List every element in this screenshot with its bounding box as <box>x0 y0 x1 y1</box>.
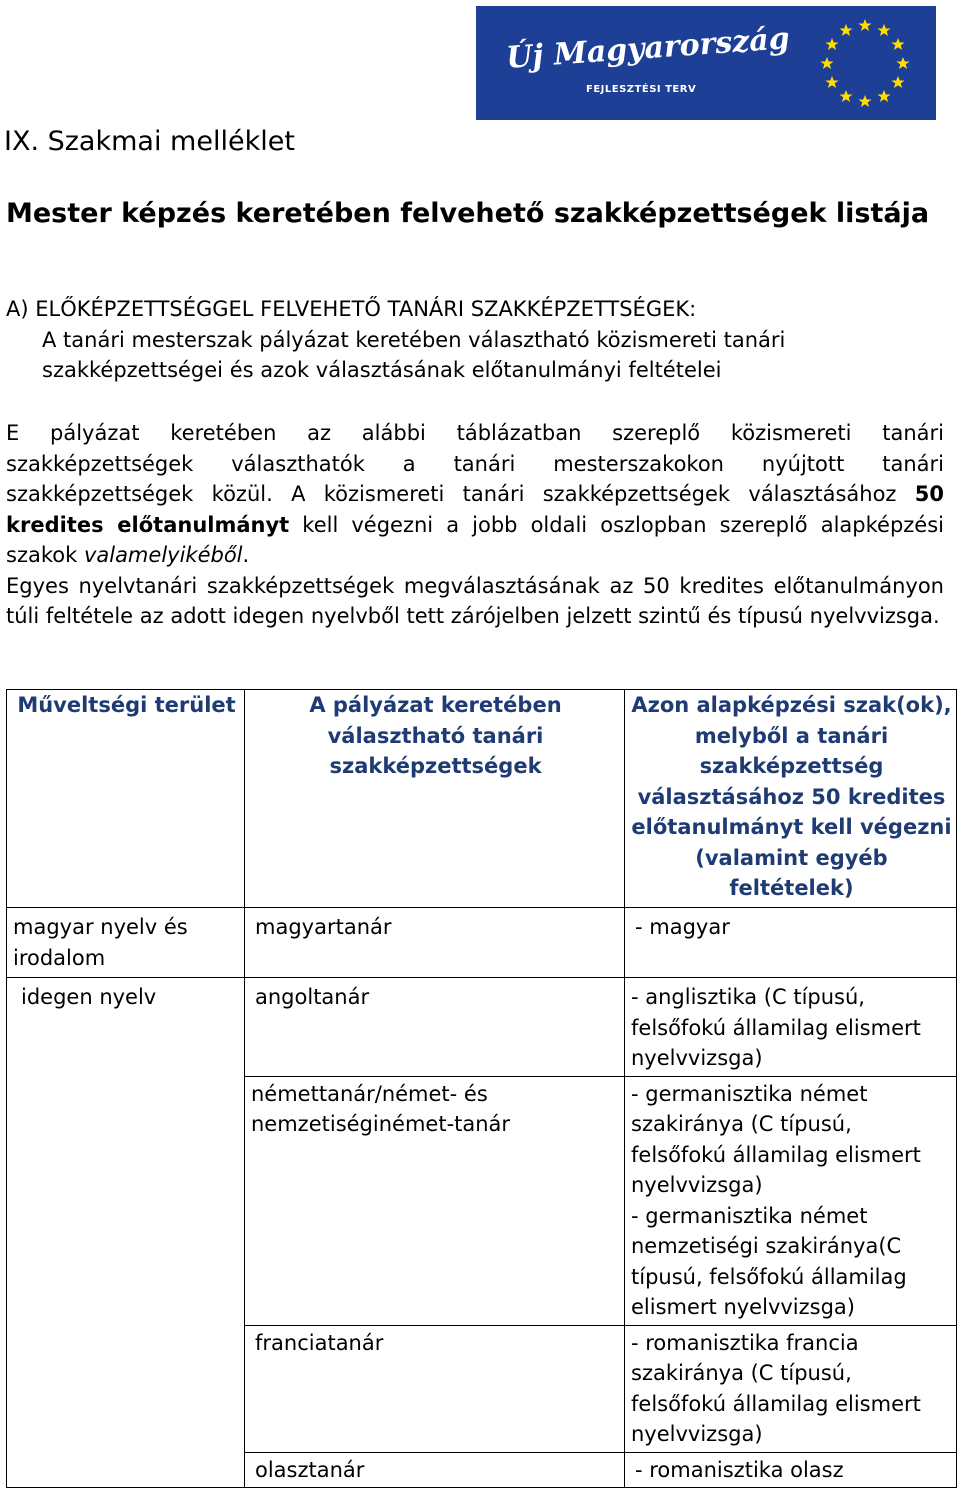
cell-qualification: olasztanár <box>245 1452 625 1488</box>
intro-text-part: E pályázat keretében az alábbi táblázatban szereplő közismereti tanári szakképzettségek választhatók a tanári mesterszakokon nyújtott tanári szakképzettségek közül. A közismereti tanári szakképzettségek választásához <box>6 421 944 506</box>
cell-qualification: magyartanár <box>245 908 625 978</box>
cell-prerequisite <box>625 1076 957 1325</box>
header-area: Műveltségi terület <box>7 690 245 908</box>
table-row <box>7 978 957 1077</box>
intro-paragraph-2: Egyes nyelvtanári szakképzettségek megválasztásának az 50 kredites előtanulmányon túli feltétele az adott idegen nyelvből tett zárójelben jelzett szintű és típusú nyelvvizsga. <box>6 573 944 628</box>
section-a-header <box>6 294 946 386</box>
cell-area: idegen nyelv <box>7 978 245 1488</box>
intro-text-part: . <box>242 543 250 567</box>
prerequisite-item: - germanisztika német nemzetiségi szakiránya(C típusú, felsőfokú államilag elismert nyelvvizsga) <box>631 1203 907 1319</box>
cell-prerequisite: - romanisztika olasz <box>625 1452 957 1488</box>
cell-prerequisite: - romanisztika francia szakiránya (C típusú, felsőfokú államilag elismert nyelvvizsga) <box>625 1325 957 1452</box>
header-prerequisite: Azon alapképzési szak(ok), melyből a tanári szakképzettség választásához 50 kredites előtanulmányt kell végezni (valamint egyéb feltételek) <box>625 690 957 908</box>
qualifications-table <box>6 689 957 1488</box>
cell-qualification: franciatanár <box>245 1325 625 1452</box>
logo-brand: Új Magyarország <box>505 21 791 76</box>
cell-qualification: angoltanár <box>245 978 625 1077</box>
cell-area: magyar nyelv és irodalom <box>7 908 245 978</box>
table-row <box>7 908 957 978</box>
section-a-subtitle-line2: szakképzettségei és azok választásának előtanulmányi feltételei <box>42 358 722 382</box>
intro-text <box>6 418 944 632</box>
document-title: Mester képzés keretében felvehető szakképzettségek listája <box>6 198 930 229</box>
prerequisite-item: - germanisztika német szakiránya (C típusú, felsőfokú államilag elismert nyelvvizsga) <box>631 1081 921 1197</box>
appendix-heading: IX. Szakmai melléklet <box>4 126 295 157</box>
cell-prerequisite: - anglisztika (C típusú, felsőfokú államilag elismert nyelvvizsga) <box>625 978 957 1077</box>
section-a-subtitle-line1: A tanári mesterszak pályázat keretében választható közismereti tanári <box>42 327 786 352</box>
section-a-title: A) ELŐKÉPZETTSÉGGEL FELVEHETŐ TANÁRI SZAKKÉPZETTSÉGEK: <box>6 297 697 321</box>
new-hungary-logo <box>476 6 936 120</box>
header-qualification: A pályázat keretében választható tanári szakképzettségek <box>245 690 625 908</box>
table-header-row <box>7 690 957 908</box>
intro-paragraph-1 <box>6 418 944 571</box>
credits-emphasis: 50 kredites előtanulmányt <box>6 482 944 537</box>
cell-prerequisite: - magyar <box>625 908 957 978</box>
eu-flag-icon <box>794 6 936 120</box>
any-of-emphasis: valamelyikéből <box>83 543 243 567</box>
logo-text-block <box>476 6 791 120</box>
cell-qualification: némettanár/német- és nemzetiséginémet-tanár <box>245 1076 625 1325</box>
intro-text-part: kell végezni a jobb oldali oszlopban szereplő alapképzési szakok <box>6 512 944 567</box>
logo-subtitle: FEJLESZTÉSI TERV <box>586 84 697 95</box>
